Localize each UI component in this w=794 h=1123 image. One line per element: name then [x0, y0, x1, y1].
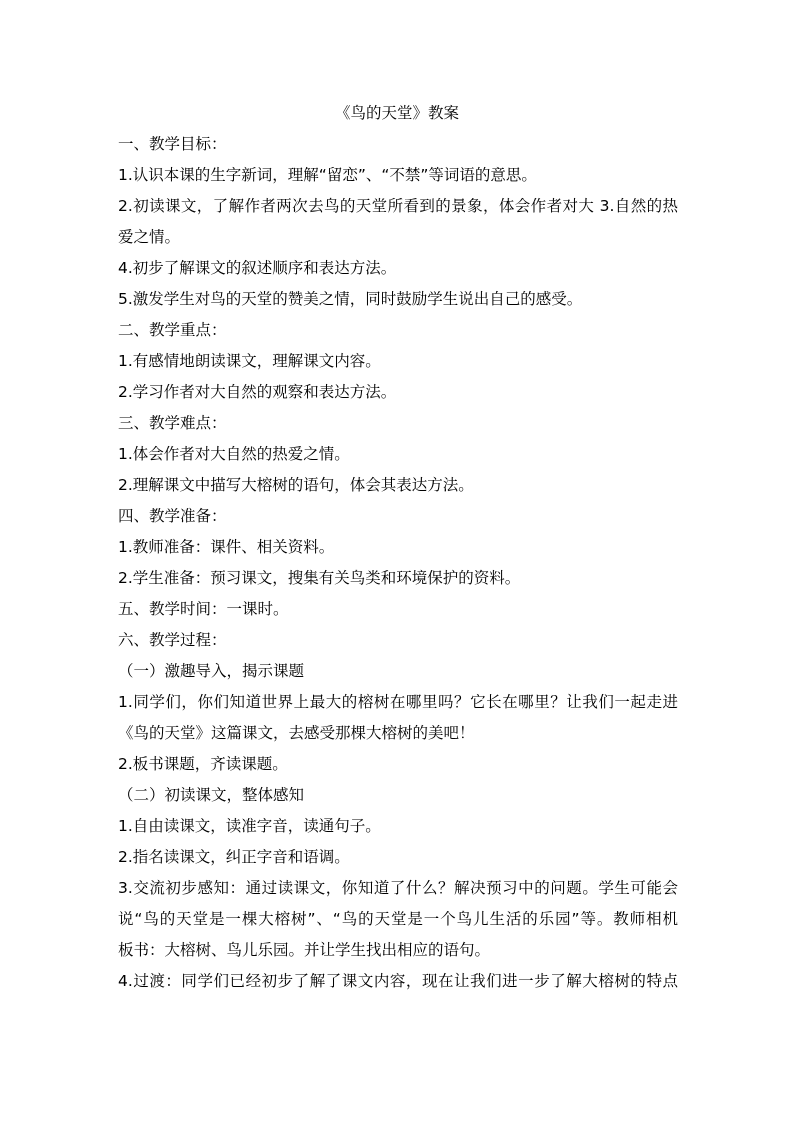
- objective-item-5: 5.激发学生对鸟的天堂的赞美之情，同时鼓励学生说出自己的感受。: [118, 290, 583, 308]
- section-heading-time: 五、教学时间：一课时。: [118, 600, 289, 618]
- preparation-item-1: 1.教师准备：课件、相关资料。: [118, 538, 335, 556]
- process-2-item-3-continued: 说“鸟的天堂是一棵大榕树”、“鸟的天堂是一个鸟儿生活的乐园”等。教师相机: [118, 910, 678, 928]
- difficulty-item-2: 2.理解课文中描写大榕树的语句，体会其表达方法。: [118, 476, 474, 494]
- process-2-item-1: 1.自由读课文，读准字音，读通句子。: [118, 817, 381, 835]
- process-1-item-2: 2.板书课题，齐读课题。: [118, 755, 288, 773]
- difficulty-item-1: 1.体会作者对大自然的热爱之情。: [118, 445, 350, 463]
- process-1-item-1: 1.同学们，你们知道世界上最大的榕树在哪里吗？它长在哪里？让我们一起走进: [118, 693, 678, 711]
- document-body: [118, 129, 678, 997]
- key-point-item-1: 1.有感情地朗读课文，理解课文内容。: [118, 352, 381, 370]
- key-point-item-2: 2.学习作者对大自然的观察和表达方法。: [118, 383, 397, 401]
- section-heading-process: 六、教学过程：: [118, 631, 227, 649]
- objective-item-2: 2.初读课文，了解作者两次去鸟的天堂所看到的景象，体会作者对大 3.自然的热: [118, 197, 678, 215]
- process-subheading-1: （一）激趣导入，揭示课题: [118, 662, 305, 680]
- preparation-item-2: 2.学生准备：预习课文，搜集有关鸟类和环境保护的资料。: [118, 569, 521, 587]
- section-heading-objectives: 一、教学目标：: [118, 135, 227, 153]
- objective-item-4: 4.初步了解课文的叙述顺序和表达方法。: [118, 259, 397, 277]
- process-subheading-2: （二）初读课文，整体感知: [118, 786, 305, 804]
- section-heading-difficulties: 三、教学难点：: [118, 414, 227, 432]
- process-2-item-3: 3.交流初步感知：通过读课文，你知道了什么？解决预习中的问题。学生可能会: [118, 879, 678, 897]
- section-heading-key-points: 二、教学重点：: [118, 321, 227, 339]
- process-1-item-1-continued: 《鸟的天堂》这篇课文，去感受那棵大榕树的美吧！: [118, 724, 475, 742]
- process-2-item-3-continued-2: 板书：大榕树、鸟儿乐园。并让学生找出相应的语句。: [118, 941, 491, 959]
- section-heading-preparation: 四、教学准备：: [118, 507, 227, 525]
- process-2-item-4: 4.过渡：同学们已经初步了解了课文内容，现在让我们进一步了解大榕树的特点: [118, 972, 678, 990]
- document-title: 《鸟的天堂》教案: [334, 104, 459, 122]
- objective-item-1: 1.认识本课的生字新词，理解“留恋”、“不禁”等词语的意思。: [118, 166, 537, 184]
- objective-item-2-continued: 爱之情。: [118, 228, 181, 246]
- process-2-item-2: 2.指名读课文，纠正字音和语调。: [118, 848, 350, 866]
